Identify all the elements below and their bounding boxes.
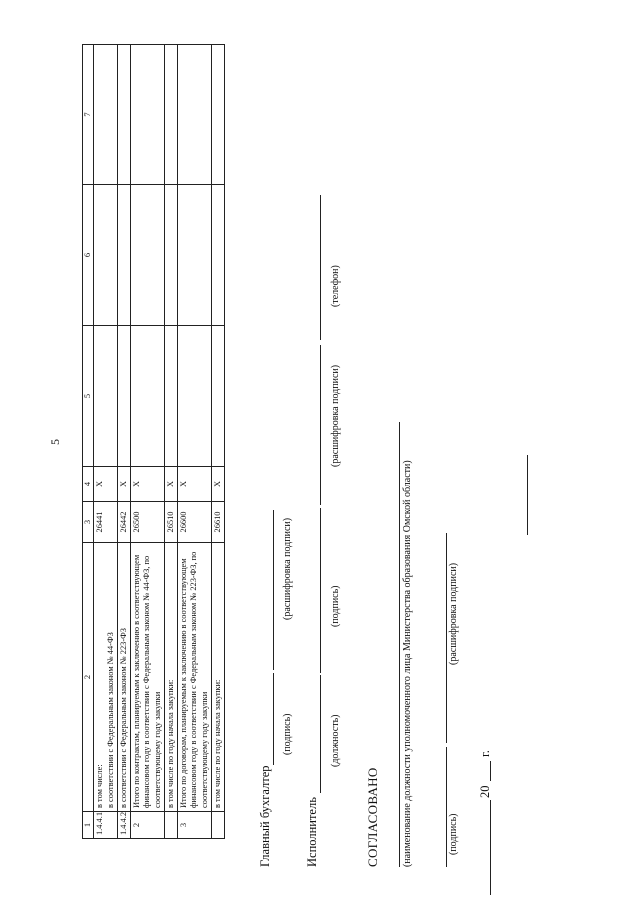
table-cell-4: X — [164, 467, 177, 502]
header-cell-1: 1 — [83, 812, 94, 839]
header-cell-3: 3 — [83, 502, 94, 543]
table-row — [117, 45, 130, 839]
table-cell-2: Итого по контрактам, планируемым к заключению в соответствующем финансовом году в соответствии с Федеральным законом № 44-ФЗ, по соответствующему году закупки — [131, 543, 165, 812]
table-cell-7 — [164, 45, 177, 185]
page-number: 5 — [48, 439, 62, 445]
date-day-line — [490, 800, 491, 895]
chief-signature-line — [273, 673, 274, 765]
table-cell-6 — [164, 185, 177, 326]
table-cell-4: X — [117, 467, 130, 502]
table-cell-2: в том числе: в соответствии с Федеральным законом № 44-ФЗ — [94, 543, 118, 812]
table-cell-4: X — [211, 467, 224, 502]
official-position-line — [399, 422, 400, 867]
header-cell-6: 6 — [83, 185, 94, 326]
table-row — [211, 45, 224, 839]
table-cell-4: X — [178, 467, 212, 502]
official-decoding-line — [446, 533, 447, 743]
chief-signature-caption: (подпись) — [282, 713, 293, 755]
executor-signature-caption: (подпись) — [330, 585, 341, 627]
table-cell-2: в том числе по году начала закупки: — [211, 543, 224, 812]
executor-signature-line — [320, 508, 321, 673]
executor-decoding-line — [320, 345, 321, 505]
table-cell-7 — [211, 45, 224, 185]
table-cell-5 — [164, 326, 177, 467]
table-row — [131, 45, 165, 839]
table-cell-6 — [131, 185, 165, 326]
table-cell-7 — [178, 45, 212, 185]
executor-decoding-caption: (расшифровка подписи) — [330, 364, 341, 467]
stray-line — [527, 455, 528, 535]
official-decoding-caption: (расшифровка подписи) — [448, 562, 459, 665]
chief-decoding-line — [273, 510, 274, 670]
table-cell-3: 26610 — [211, 502, 224, 543]
table-cell-7 — [117, 45, 130, 185]
chief-decoding-caption: (расшифровка подписи) — [282, 517, 293, 620]
table-cell-4: X — [131, 467, 165, 502]
table-row — [178, 45, 212, 839]
table-cell-7 — [94, 45, 118, 185]
chief-accountant-label: Главный бухгалтер — [258, 765, 272, 867]
table-cell-5 — [94, 326, 118, 467]
table-cell-1: 1.4.4.2 — [117, 812, 130, 839]
date-year-line — [490, 761, 491, 781]
table-header-row — [83, 45, 94, 839]
table-cell-5 — [117, 326, 130, 467]
table-cell-6 — [94, 185, 118, 326]
table-cell-1 — [164, 812, 177, 839]
table-row — [164, 45, 177, 839]
executor-phone-line — [320, 195, 321, 340]
executor-label: Исполнитель — [305, 797, 319, 867]
executor-position-line — [320, 675, 321, 793]
table-cell-3: 26510 — [164, 502, 177, 543]
header-cell-7: 7 — [83, 45, 94, 185]
header-cell-4: 4 — [83, 467, 94, 502]
report-table — [82, 44, 225, 839]
table-cell-7 — [131, 45, 165, 185]
date-year-prefix: 20 — [478, 785, 492, 798]
table-cell-6 — [178, 185, 212, 326]
table-cell-6 — [117, 185, 130, 326]
table-cell-3: 26441 — [94, 502, 118, 543]
table-cell-3: 26600 — [178, 502, 212, 543]
date-suffix: г. — [478, 750, 492, 757]
official-signature-line — [446, 747, 447, 867]
table-cell-1: 1.4.4.1 — [94, 812, 118, 839]
table-cell-1 — [211, 812, 224, 839]
executor-phone-caption: (телефон) — [330, 265, 341, 307]
table-cell-1: 3 — [178, 812, 212, 839]
table-cell-1: 2 — [131, 812, 165, 839]
header-cell-5: 5 — [83, 326, 94, 467]
table-cell-3: 26500 — [131, 502, 165, 543]
table-cell-5 — [131, 326, 165, 467]
table-cell-5 — [178, 326, 212, 467]
official-position-caption: (наименование должности уполномоченного лица Министерства образования Омской области) — [402, 460, 413, 867]
official-signature-caption: (подпись) — [448, 813, 459, 855]
table-cell-5 — [211, 326, 224, 467]
table-cell-2: в том числе по году начала закупки: — [164, 543, 177, 812]
approved-heading: СОГЛАСОВАНО — [365, 767, 380, 867]
table-row — [94, 45, 118, 839]
table-cell-2: Итого по договорам, планируемым к заключению в соответствующем финансовом году в соответствии с Федеральным законом № 223-ФЗ, по соответствующему году закупки — [178, 543, 212, 812]
header-cell-2: 2 — [83, 543, 94, 812]
executor-position-caption: (должность) — [330, 714, 341, 767]
table-cell-3: 26442 — [117, 502, 130, 543]
table-cell-4: X — [94, 467, 118, 502]
table-cell-6 — [211, 185, 224, 326]
table-cell-2: в соответствии с Федеральным законом № 223-ФЗ — [117, 543, 130, 812]
